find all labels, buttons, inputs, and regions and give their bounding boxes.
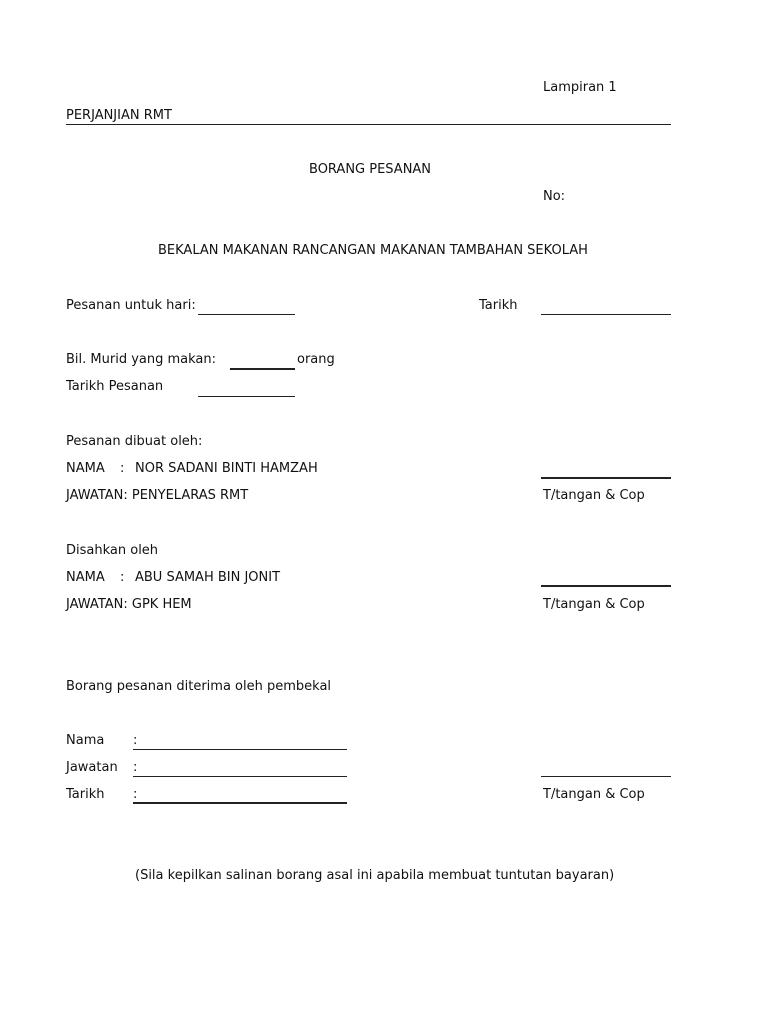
supplier-name-label: Nama — [66, 733, 105, 748]
supplier-position-label: Jawatan — [66, 760, 118, 775]
order-date-field[interactable] — [198, 396, 295, 397]
supplier-name-colon: : — [133, 733, 138, 748]
supplier-date-label: Tarikh — [66, 787, 105, 802]
student-count-unit: orang — [297, 352, 335, 367]
supplier-signature-line[interactable] — [541, 776, 671, 777]
approved-by-signature-line[interactable] — [541, 585, 671, 587]
lampiran-label: Lampiran 1 — [543, 80, 617, 95]
ordered-by-name-colon: : — [120, 461, 125, 476]
agreement-title: PERJANJIAN RMT — [66, 108, 172, 123]
date-label: Tarikh — [479, 298, 518, 313]
form-number-label: No: — [543, 189, 566, 204]
date-field[interactable] — [541, 314, 671, 315]
order-date-label: Tarikh Pesanan — [66, 379, 164, 394]
ordered-by-name-value: NOR SADANI BINTI HAMZAH — [135, 461, 318, 476]
header-rule — [66, 124, 671, 125]
supplier-position-colon: : — [133, 760, 138, 775]
approved-by-heading: Disahkan oleh — [66, 543, 159, 558]
student-count-field[interactable] — [230, 368, 295, 370]
supplier-name-field[interactable] — [133, 749, 347, 750]
approved-by-name-label: NAMA — [66, 570, 105, 585]
supplier-heading: Borang pesanan diterima oleh pembekal — [66, 679, 332, 694]
ordered-by-heading: Pesanan dibuat oleh: — [66, 434, 203, 449]
ordered-by-signature-line[interactable] — [541, 477, 671, 479]
approved-by-signature-label: T/tangan & Cop — [543, 597, 645, 612]
form-title: BORANG PESANAN — [309, 162, 432, 177]
ordered-by-name-label: NAMA — [66, 461, 105, 476]
approved-by-position: JAWATAN: GPK HEM — [66, 597, 192, 612]
order-day-field[interactable] — [198, 314, 295, 315]
supplier-date-field[interactable] — [133, 802, 347, 804]
footer-note: (Sila kepilkan salinan borang asal ini apabila membuat tuntutan bayaran) — [135, 868, 615, 883]
ordered-by-position: JAWATAN: PENYELARAS RMT — [66, 488, 249, 503]
approved-by-name-colon: : — [120, 570, 125, 585]
form-subtitle: BEKALAN MAKANAN RANCANGAN MAKANAN TAMBAHAN SEKOLAH — [158, 243, 588, 258]
approved-by-name-value: ABU SAMAH BIN JONIT — [135, 570, 281, 585]
order-day-label: Pesanan untuk hari: — [66, 298, 196, 313]
ordered-by-signature-label: T/tangan & Cop — [543, 488, 645, 503]
supplier-position-field[interactable] — [133, 776, 347, 777]
student-count-label: Bil. Murid yang makan: — [66, 352, 217, 367]
supplier-date-colon: : — [133, 787, 138, 802]
supplier-signature-label: T/tangan & Cop — [543, 787, 645, 802]
